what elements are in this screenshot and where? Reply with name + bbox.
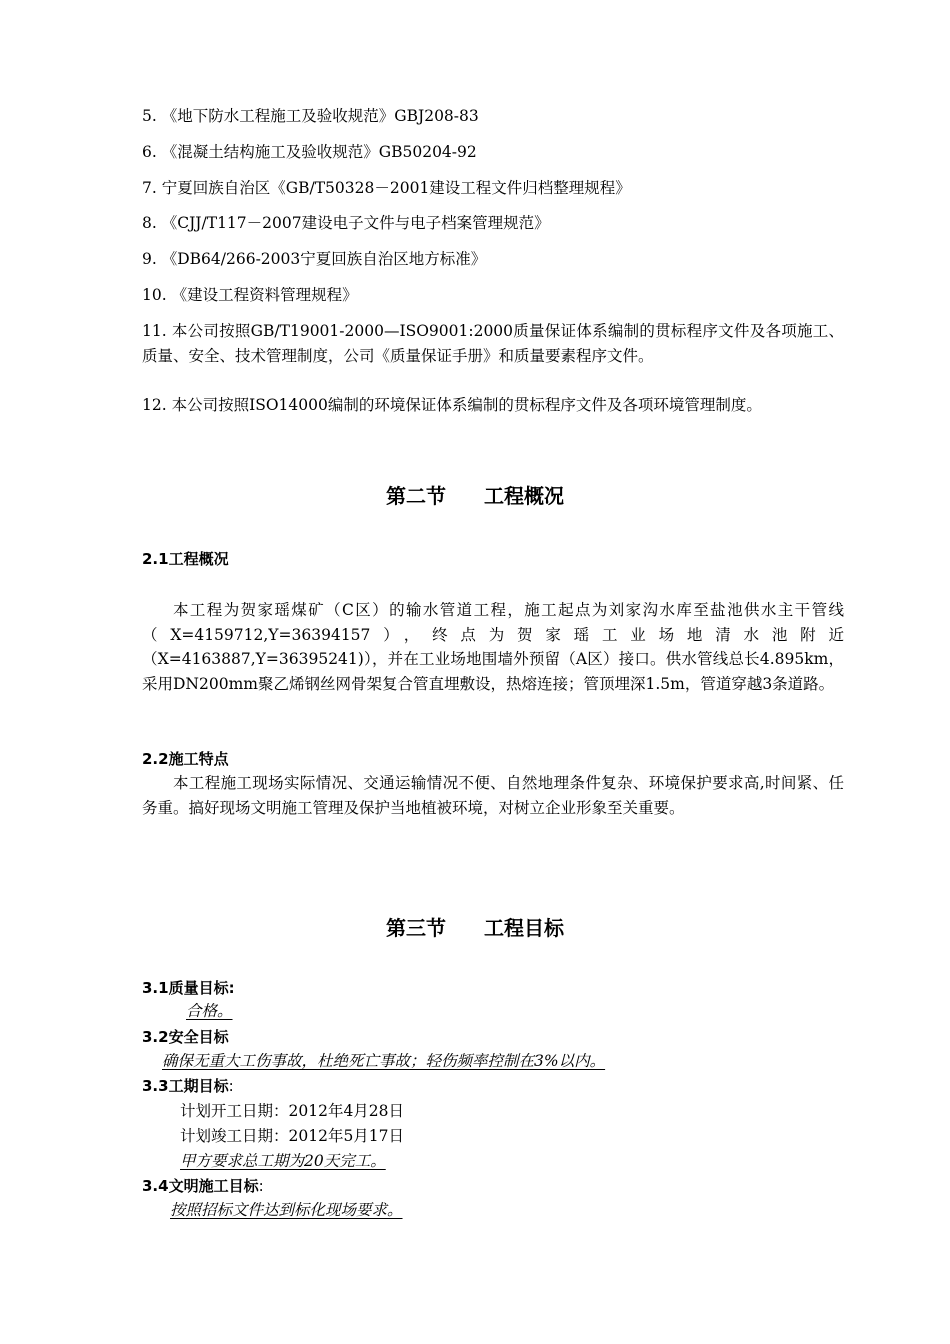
civil-target-colon: : — [258, 1177, 264, 1195]
quality-target-title: 3.1质量目标: — [142, 979, 235, 997]
reference-item-8: 8. 《CJJ/T117－2007建设电子文件与电子档案管理规范》 — [142, 214, 550, 232]
subsection-2-1-title: 2.1工程概况 — [142, 550, 229, 568]
schedule-target-title — [142, 1075, 234, 1097]
subsection-2-2-body: 本工程施工现场实际情况、交通运输情况不便、自然地理条件复杂、环境保护要求高,时间紧、任务重。搞好现场文明施工管理及保护当地植被环境，对树立企业形象至关重要。 — [142, 774, 844, 817]
section-2-number: 第二节 — [386, 484, 446, 508]
reference-item-5: 5. 《地下防水工程施工及验收规范》GBJ208-83 — [142, 107, 479, 125]
subsection-2-2-title: 2.2施工特点 — [142, 750, 229, 768]
civil-target-title — [142, 1175, 264, 1197]
reference-item-12: 12. 本公司按照ISO14000编制的环境保证体系编制的贯标程序文件及各项环境管理制度。 — [142, 396, 762, 414]
section-3-number: 第三节 — [386, 916, 446, 940]
subsection-2-1-body: 本工程为贺家瑶煤矿（C区）的输水管道工程，施工起点为刘家沟水库至盐池供水主干管线（X=4159712,Y=36394157），终点为贺家瑶工业场地清水池附近（X=4163887,Y=36395241)），并在工业场地围墙外预留（A区）接口。供水管线总长4.895km，采用DN200mm聚乙烯钢丝网骨架复合管直埋敷设，热熔连接；管顶埋深1.5m，管道穿越3条道路。 — [142, 601, 844, 693]
schedule-target-colon: : — [228, 1077, 234, 1095]
safety-target-title: 3.2安全目标 — [142, 1028, 229, 1046]
reference-item-9: 9. 《DB64/266-2003宁夏回族自治区地方标准》 — [142, 250, 487, 268]
schedule-note: 甲方要求总工期为20天完工。 — [180, 1152, 386, 1170]
civil-target-value: 按照招标文件达到标化现场要求。 — [170, 1201, 403, 1219]
section-2-title: 工程概况 — [484, 484, 564, 508]
section-2-heading — [0, 480, 950, 509]
planned-start-date: 计划开工日期：2012年4月28日 — [180, 1102, 405, 1120]
reference-item-11: 11. 本公司按照GB/T19001-2000—ISO9001:2000质量保证体系编制的贯标程序文件及各项施工、质量、安全、技术管理制度，公司《质量保证手册》和质量要素程序文件。 — [142, 322, 844, 365]
section-3-heading — [0, 912, 950, 941]
schedule-target-label: 3.3工期目标 — [142, 1077, 229, 1095]
planned-end-date: 计划竣工日期：2012年5月17日 — [180, 1127, 405, 1145]
reference-item-6: 6. 《混凝土结构施工及验收规范》GB50204-92 — [142, 143, 477, 161]
quality-target-value: 合格。 — [186, 1002, 233, 1020]
safety-target-value: 确保无重大工伤事故，杜绝死亡事故；轻伤频率控制在3%以内。 — [162, 1052, 606, 1070]
civil-target-label: 3.4文明施工目标 — [142, 1177, 259, 1195]
section-3-title: 工程目标 — [484, 916, 564, 940]
reference-item-10: 10. 《建设工程资料管理规程》 — [142, 286, 358, 304]
reference-item-7: 7. 宁夏回族自治区《GB/T50328－2001建设工程文件归档整理规程》 — [142, 179, 631, 197]
